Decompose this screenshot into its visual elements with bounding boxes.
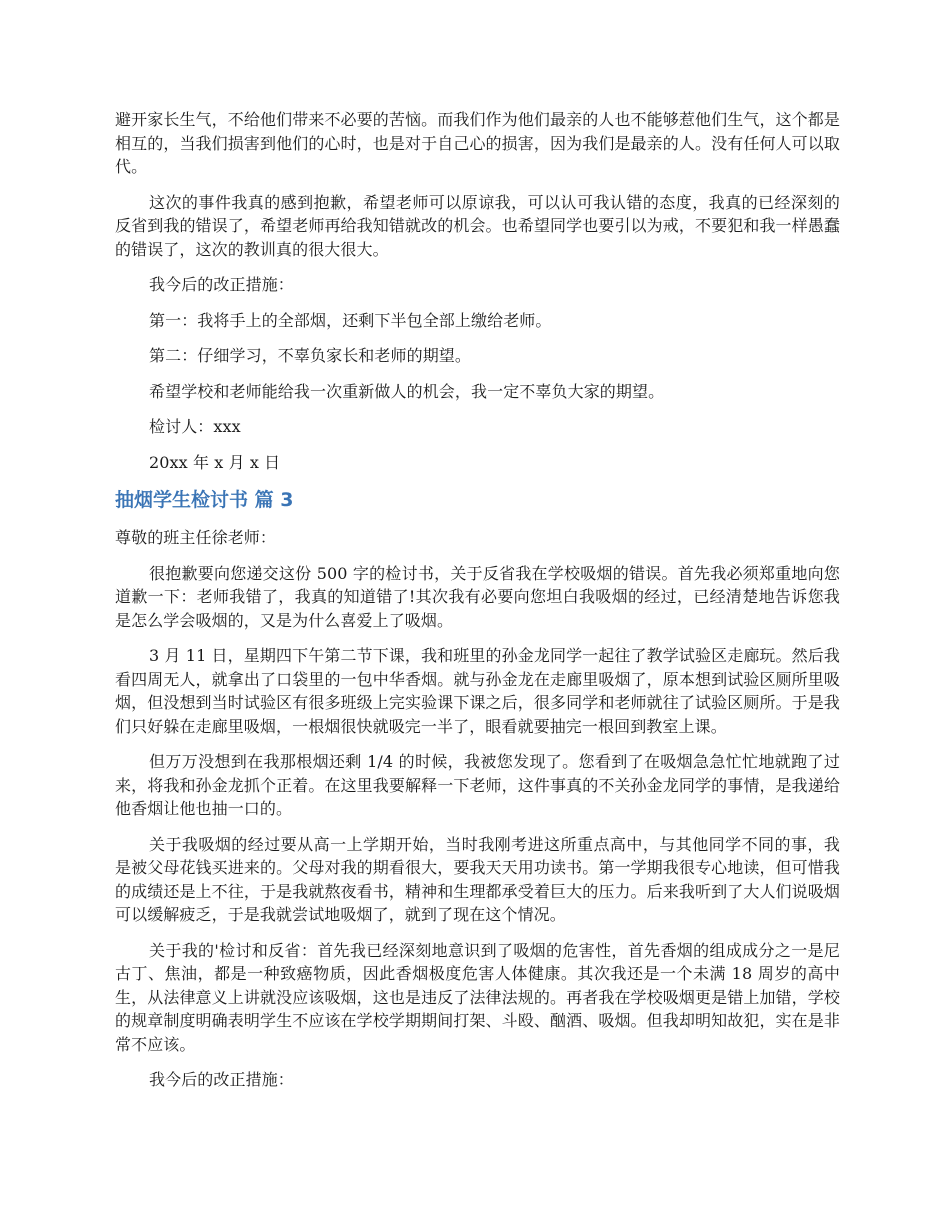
paragraph-apology: 这次的事件我真的感到抱歉，希望老师可以原谅我，可以认可我认错的态度，我真的已经深刻的反省到我的错误了，希望老师再给我知错就改的机会。也希望同学也要引以为戒，不要犯和我一样愚蠢的错误了，这次的教训真的很大很大。 [115, 192, 840, 259]
paragraph-opening: 很抱歉要向您递交这份 500 字的检讨书，关于反省我在学校吸烟的错误。首先我必须郑重地向您道歉一下：老师我错了，我真的知道错了!其次我有必要向您坦白我吸烟的经过，已经清楚地告诉您我是怎么学会吸烟的，又是为什么喜爱上了吸烟。 [115, 563, 840, 630]
paragraph-discovered: 但万万没想到在我那根烟还剩 1/4 的时候，我被您发现了。您看到了在吸烟急急忙忙地就跑了过来，将我和孙金龙抓个正着。在这里我要解释一下老师，这件事真的不关孙金龙同学的事情，是我递给他香烟让他也抽一口的。 [115, 752, 840, 818]
paragraph-measures-title: 我今后的改正措施： [149, 275, 294, 294]
paragraph-signer: 检讨人：xxx [149, 417, 241, 436]
section-heading: 抽烟学生检讨书 篇 3 [115, 489, 294, 511]
paragraph-history: 关于我吸烟的经过要从高一上学期开始，当时我刚考进这所重点高中，与其他同学不同的事，我是被父母花钱买进来的。父母对我的期看很大，要我天天用功读书。第一学期我很专心地读，但可惜我的成绩还是上不往，于是我就熬夜看书，精神和生理都承受着巨大的压力。后来我听到了大人们说吸烟可以缓解疲乏，于是我就尝试地吸烟了，就到了现在这个情况。 [115, 834, 840, 924]
paragraph-salutation: 尊敬的班主任徐老师： [115, 528, 277, 547]
paragraph-continuation: 避开家长生气，不给他们带来不必要的苦恼。而我们作为他们最亲的人也不能够惹他们生气，这个都是相互的，当我们损害到他们的心时，也是对于自己心的损害，因为我们是最亲的人。没有任何人可以取代。 [115, 110, 840, 176]
paragraph-reflection: 关于我的'检讨和反省：首先我已经深刻地意识到了吸烟的危害性，首先香烟的组成成分之一是尼古丁、焦油，都是一种致癌物质，因此香烟极度危害人体健康。其次我还是一个未满 18 周岁的高中生，从法律意义上讲就没应该吸烟，这也是违反了法律法规的。再者我在学校吸烟更是错上加错，学校的规章制度明确表明学生不应该在学校学期期间打架、斗殴、酗酒、吸烟。但我却明知故犯，实在是非常不应该。 [115, 940, 840, 1054]
paragraph-hope: 希望学校和老师能给我一次重新做人的机会，我一定不辜负大家的期望。 [149, 381, 665, 401]
paragraph-incident: 3 月 11 日，星期四下午第二节下课，我和班里的孙金龙同学一起往了教学试验区走廊玩。然后我看四周无人，就拿出了口袋里的一包中华香烟。就与孙金龙在走廊里吸烟了，原本想到试验区厕所里吸烟，但没想到当时试验区有很多班级上完实验课下课之后，很多同学和老师就往了试验区厕所。于是我们只好躲在走廊里吸烟，一根烟很快就吸完一半了，眼看就要抽完一根回到教室上课。 [115, 646, 840, 736]
paragraph-measures-title-2: 我今后的改正措施： [149, 1070, 294, 1089]
paragraph-measure-1: 第一：我将手上的全部烟，还剩下半包全部上缴给老师。 [149, 310, 552, 330]
paragraph-date: 20xx 年 x 月 x 日 [149, 452, 281, 472]
paragraph-measure-2: 第二：仔细学习，不辜负家长和老师的期望。 [149, 346, 472, 365]
